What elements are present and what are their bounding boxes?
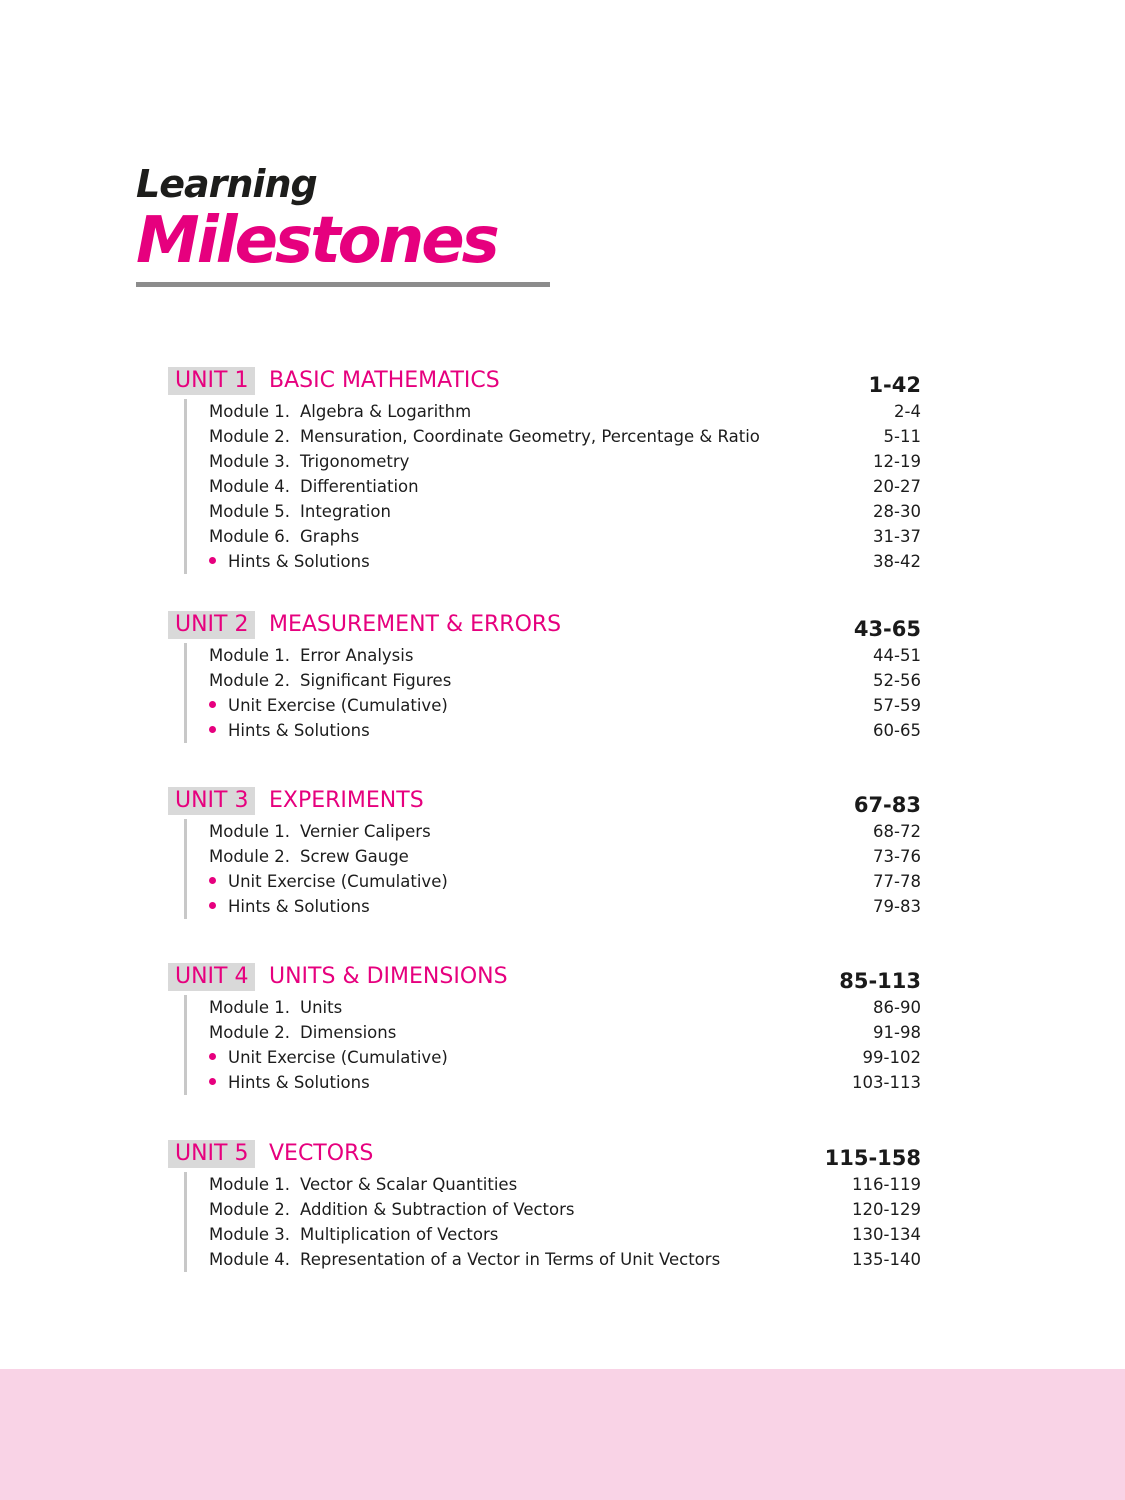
module-row[interactable] [187,1172,928,1197]
module-number: Module 3. [209,1225,290,1244]
module-title: Algebra & Logarithm [300,402,472,421]
unit-title: EXPERIMENTS [269,788,424,813]
unit-section-2 [168,611,928,743]
unit-contents [184,1172,928,1272]
module-row[interactable] [187,524,928,549]
unit-contents [184,819,928,919]
unit-section-1 [168,367,928,574]
bullet-pages: 99-102 [862,1048,921,1067]
module-number: Module 3. [209,452,290,471]
module-pages: 20-27 [873,477,921,496]
bullet-title: Unit Exercise (Cumulative) [228,696,448,715]
module-row[interactable] [187,1020,928,1045]
unit-header [168,787,928,819]
unit-title: BASIC MATHEMATICS [269,368,500,393]
module-number: Module 2. [209,1200,290,1219]
module-pages: 52-56 [873,671,921,690]
unit-header [168,963,928,995]
unit-badge: UNIT 2 [168,611,255,639]
module-pages: 12-19 [873,452,921,471]
bullet-dot-icon [209,1078,216,1085]
module-title: Vernier Calipers [300,822,431,841]
unit-contents [184,399,928,574]
bullet-row[interactable] [187,1045,928,1070]
bullet-dot-icon [209,1053,216,1060]
module-number: Module 1. [209,402,290,421]
module-number: Module 4. [209,477,290,496]
module-pages: 130-134 [852,1225,921,1244]
footer-band [0,1369,1125,1500]
module-title: Trigonometry [300,452,410,471]
bullet-row[interactable] [187,894,928,919]
module-title: Mensuration, Coordinate Geometry, Percentage & Ratio [300,427,760,446]
unit-page-range: 1-42 [868,373,921,397]
module-row[interactable] [187,1247,928,1272]
module-row[interactable] [187,819,928,844]
unit-header [168,1140,928,1172]
module-pages: 28-30 [873,502,921,521]
module-title: Representation of a Vector in Terms of Unit Vectors [300,1250,721,1269]
module-row[interactable] [187,1197,928,1222]
bullet-row[interactable] [187,693,928,718]
module-pages: 2-4 [894,402,921,421]
module-number: Module 2. [209,427,290,446]
module-title: Vector & Scalar Quantities [300,1175,518,1194]
module-number: Module 1. [209,822,290,841]
module-number: Module 1. [209,998,290,1017]
unit-contents [184,995,928,1095]
module-pages: 86-90 [873,998,921,1017]
module-title: Significant Figures [300,671,452,690]
unit-header [168,611,928,643]
heading-milestones: Milestones [136,204,497,278]
bullet-pages: 79-83 [873,897,921,916]
bullet-dot-icon [209,902,216,909]
module-row[interactable] [187,399,928,424]
bullet-pages: 38-42 [873,552,921,571]
module-number: Module 2. [209,847,290,866]
module-row[interactable] [187,643,928,668]
module-pages: 120-129 [852,1200,921,1219]
module-number: Module 2. [209,671,290,690]
module-title: Units [300,998,343,1017]
bullet-title: Hints & Solutions [228,552,370,571]
unit-badge: UNIT 5 [168,1140,255,1168]
module-title: Addition & Subtraction of Vectors [300,1200,575,1219]
unit-badge: UNIT 4 [168,963,255,991]
module-pages: 135-140 [852,1250,921,1269]
bullet-dot-icon [209,877,216,884]
bullet-row[interactable] [187,549,928,574]
unit-page-range: 43-65 [853,617,921,641]
module-pages: 116-119 [852,1175,921,1194]
bullet-dot-icon [209,557,216,564]
unit-section-4 [168,963,928,1095]
module-pages: 91-98 [873,1023,921,1042]
bullet-title: Hints & Solutions [228,897,370,916]
unit-title: MEASUREMENT & ERRORS [269,612,562,637]
module-title: Screw Gauge [300,847,409,866]
unit-page-range: 115-158 [824,1146,921,1170]
module-row[interactable] [187,1222,928,1247]
module-pages: 44-51 [873,646,921,665]
module-pages: 31-37 [873,527,921,546]
heading-underline [136,282,550,287]
unit-section-3 [168,787,928,919]
bullet-pages: 77-78 [873,872,921,891]
module-row[interactable] [187,844,928,869]
module-row[interactable] [187,474,928,499]
module-number: Module 1. [209,646,290,665]
unit-section-5 [168,1140,928,1272]
unit-page-range: 67-83 [853,793,921,817]
module-title: Dimensions [300,1023,397,1042]
bullet-dot-icon [209,726,216,733]
bullet-row[interactable] [187,1070,928,1095]
module-title: Differentiation [300,477,419,496]
module-title: Graphs [300,527,360,546]
module-number: Module 1. [209,1175,290,1194]
module-number: Module 6. [209,527,290,546]
module-title: Integration [300,502,391,521]
module-title: Multiplication of Vectors [300,1225,499,1244]
module-title: Error Analysis [300,646,414,665]
module-number: Module 2. [209,1023,290,1042]
module-number: Module 5. [209,502,290,521]
unit-header [168,367,928,399]
unit-page-range: 85-113 [839,969,921,993]
bullet-title: Unit Exercise (Cumulative) [228,1048,448,1067]
unit-contents [184,643,928,743]
module-row[interactable] [187,499,928,524]
heading-learning: Learning [136,162,317,206]
unit-badge: UNIT 1 [168,367,255,395]
unit-title: UNITS & DIMENSIONS [269,964,508,989]
module-row[interactable] [187,995,928,1020]
bullet-row[interactable] [187,718,928,743]
module-number: Module 4. [209,1250,290,1269]
unit-title: VECTORS [269,1141,374,1166]
bullet-row[interactable] [187,869,928,894]
bullet-pages: 60-65 [873,721,921,740]
bullet-title: Hints & Solutions [228,721,370,740]
bullet-title: Hints & Solutions [228,1073,370,1092]
module-pages: 73-76 [873,847,921,866]
module-row[interactable] [187,449,928,474]
bullet-title: Unit Exercise (Cumulative) [228,872,448,891]
module-row[interactable] [187,424,928,449]
unit-badge: UNIT 3 [168,787,255,815]
module-pages: 68-72 [873,822,921,841]
bullet-dot-icon [209,701,216,708]
module-pages: 5-11 [883,427,921,446]
bullet-pages: 57-59 [873,696,921,715]
bullet-pages: 103-113 [852,1073,921,1092]
module-row[interactable] [187,668,928,693]
